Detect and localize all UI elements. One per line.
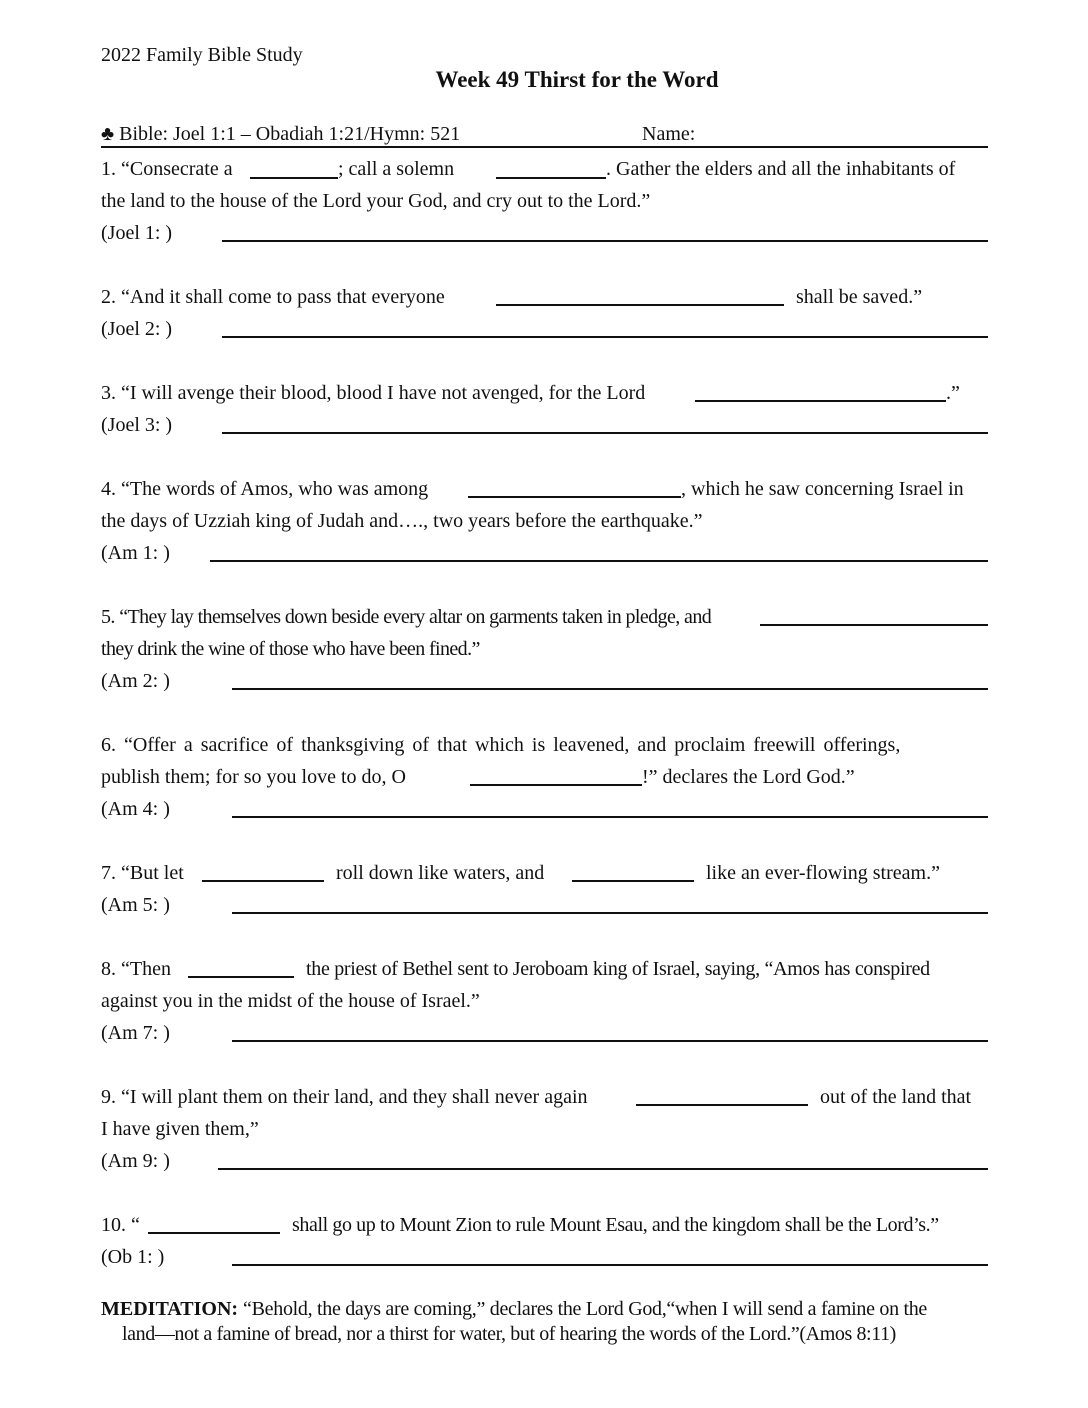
- q3-answer-line[interactable]: [222, 432, 988, 434]
- q4-text-a: 4. “The words of Amos, who was among: [101, 478, 429, 500]
- q8-answer-line[interactable]: [232, 1040, 988, 1042]
- q1-answer-line[interactable]: [222, 240, 988, 242]
- meditation-text-2: land—not a famine of bread, nor a thirst for water, but of hearing the words of the Lord.”(Amos 8:11): [122, 1323, 896, 1345]
- q1-blank-2[interactable]: [496, 177, 606, 179]
- q4-text-b: , which he saw concerning Israel in: [681, 478, 964, 500]
- q10-reference: (Ob 1: ): [101, 1246, 165, 1268]
- q5-blank-1[interactable]: [760, 624, 988, 626]
- q5-answer-line[interactable]: [232, 688, 988, 690]
- q4-reference: (Am 1: ): [101, 542, 170, 564]
- q9-reference: (Am 9: ): [101, 1150, 170, 1172]
- meditation-line-1: [101, 1298, 991, 1321]
- header-rule: [101, 146, 988, 148]
- q1-text-c: . Gather the elders and all the inhabitants of: [606, 158, 956, 180]
- q1-text-d: the land to the house of the Lord your God, and cry out to the Lord.”: [101, 190, 651, 212]
- q4-answer-line[interactable]: [210, 560, 988, 562]
- q8-text-c: against you in the midst of the house of Israel.”: [101, 990, 480, 1012]
- q9-blank-1[interactable]: [636, 1104, 808, 1106]
- q7-text-b: roll down like waters, and: [336, 862, 545, 884]
- q1-blank-1[interactable]: [250, 177, 338, 179]
- q6-text-c: !” declares the Lord God.”: [642, 766, 855, 788]
- q7-reference: (Am 5: ): [101, 894, 170, 916]
- q8-text-b: the priest of Bethel sent to Jeroboam king of Israel, saying, “Amos has conspired: [306, 958, 930, 980]
- q6-blank-1[interactable]: [470, 784, 642, 786]
- q3-text-b: .”: [946, 382, 960, 404]
- q9-text-c: I have given them,”: [101, 1118, 259, 1140]
- q10-blank-1[interactable]: [148, 1232, 280, 1234]
- q1-text-b: ; call a solemn: [338, 158, 455, 180]
- q2-blank-1[interactable]: [496, 304, 784, 306]
- reading-assignment: ♣ Bible: Joel 1:1 – Obadiah 1:21/Hymn: 521: [101, 123, 461, 145]
- q1-text-a: 1. “Consecrate a: [101, 158, 233, 180]
- q7-text-a: 7. “But let: [101, 862, 184, 884]
- name-label: Name:: [642, 123, 696, 145]
- q1-reference: (Joel 1: ): [101, 222, 173, 244]
- q7-blank-1[interactable]: [202, 880, 324, 882]
- q5-text-a: 5. “They lay themselves down beside every altar on garments taken in pledge, and: [101, 606, 712, 628]
- q3-blank-1[interactable]: [695, 400, 946, 402]
- q7-text-c: like an ever-flowing stream.”: [706, 862, 940, 884]
- q8-text-a: 8. “Then: [101, 958, 171, 980]
- q4-text-c: the days of Uzziah king of Judah and…., two years before the earthquake.”: [101, 510, 703, 532]
- meditation-label: MEDITATION:: [101, 1298, 239, 1320]
- q9-text-b: out of the land that: [820, 1086, 972, 1108]
- q5-reference: (Am 2: ): [101, 670, 170, 692]
- q10-answer-line[interactable]: [232, 1264, 988, 1266]
- q6-reference: (Am 4: ): [101, 798, 170, 820]
- q3-text-a: 3. “I will avenge their blood, blood I have not avenged, for the Lord: [101, 382, 646, 404]
- q7-answer-line[interactable]: [232, 912, 988, 914]
- q9-text-a: 9. “I will plant them on their land, and they shall never again: [101, 1086, 588, 1108]
- q4-blank-1[interactable]: [468, 496, 681, 498]
- q10-text-b: shall go up to Mount Zion to rule Mount Esau, and the kingdom shall be the Lord’s.”: [292, 1214, 939, 1236]
- q2-text-b: shall be saved.”: [796, 286, 923, 308]
- q3-reference: (Joel 3: ): [101, 414, 173, 436]
- q6-text-b: publish them; for so you love to do, O: [101, 766, 406, 788]
- q8-blank-1[interactable]: [188, 976, 294, 978]
- meditation-text-1: “Behold, the days are coming,” declares the Lord God,“when I will send a famine on the: [243, 1298, 928, 1320]
- q2-reference: (Joel 2: ): [101, 318, 173, 340]
- q6-answer-line[interactable]: [232, 816, 988, 818]
- q10-text-a: 10. “: [101, 1214, 140, 1236]
- course-title: 2022 Family Bible Study: [101, 44, 303, 66]
- page-title: Week 49 Thirst for the Word: [435, 67, 719, 92]
- q9-answer-line[interactable]: [218, 1168, 988, 1170]
- q6-text-a: 6. “Offer a sacrifice of thanksgiving of that which is leavened, and proclaim freewill offerings,: [101, 734, 901, 756]
- q2-text-a: 2. “And it shall come to pass that everyone: [101, 286, 445, 308]
- q2-answer-line[interactable]: [222, 336, 988, 338]
- q8-reference: (Am 7: ): [101, 1022, 170, 1044]
- q5-text-b: they drink the wine of those who have been fined.”: [101, 638, 480, 660]
- q7-blank-2[interactable]: [572, 880, 694, 882]
